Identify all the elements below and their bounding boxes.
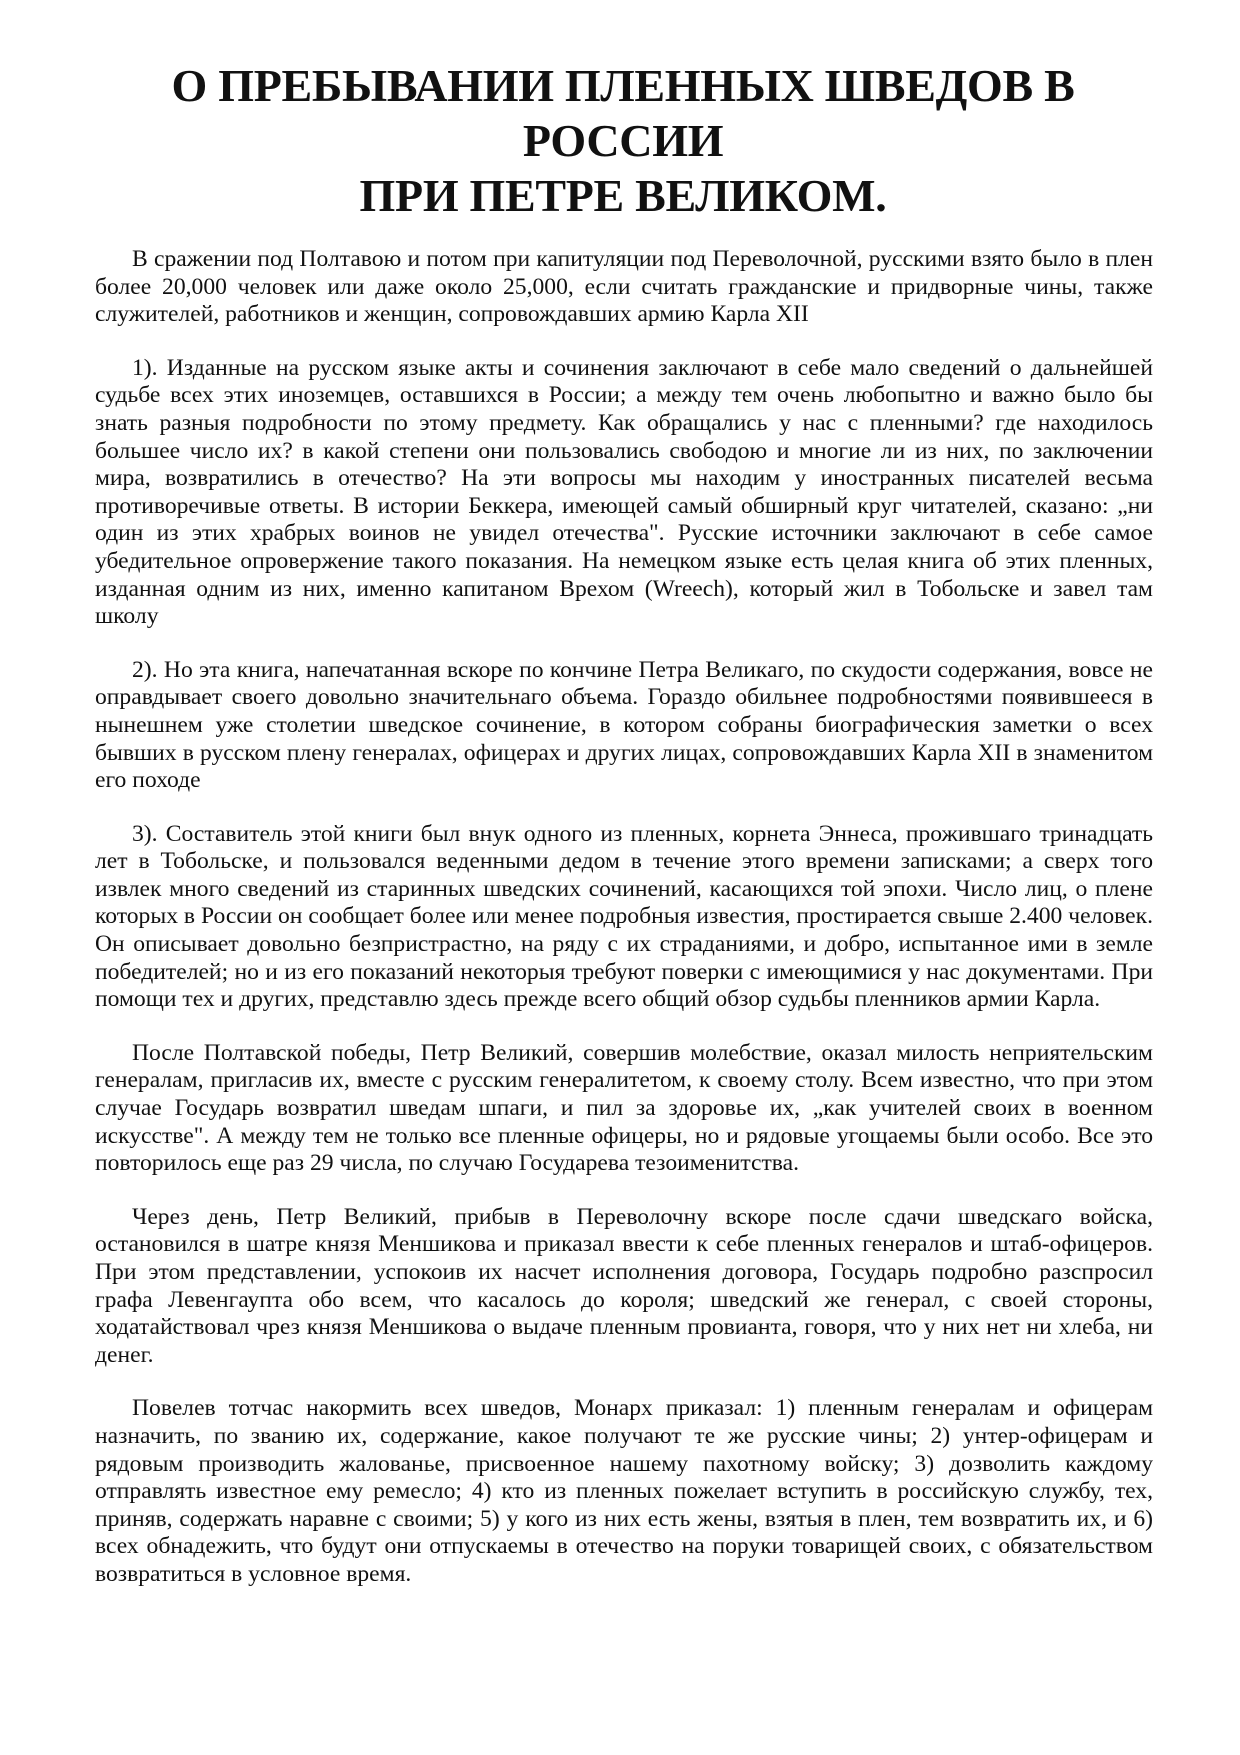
title-line: ПРИ ПЕТРЕ ВЕЛИКОМ.: [359, 170, 887, 221]
paragraph: 1). Изданные на русском языке акты и сочинения заключают в себе мало сведений о дальнейшей судьбе всех этих иноземцев, оставшихся в России; а между тем очень любопытно и важно было бы знать разныя подробности по этому предмету. Как обращались у нас с пленными? где находилось большее число их? в какой степени они пользовались свободою и многие ли из них, по заключении мира, возвратились в отечество? На эти вопросы мы находим у иностранных писателей весьма противоречивые ответы. В истории Беккера, имеющей самый обширный круг читателей, сказано: „ни один из этих храбрых воинов не увидел отечества". Русские источники заключают в себе самое убедительное опровержение такого показания. На немецком языке есть целая книга об этих пленных, изданная одним из них, именно капитаном Врехом (Wreech), который жил в Тобольске и завел там школу: [95, 354, 1153, 630]
title-line: О ПРЕБЫВАНИИ ПЛЕННЫХ ШВЕДОВ В РОССИИ: [171, 60, 1075, 166]
paragraph: Повелев тотчас накормить всех шведов, Монарх приказал: 1) пленным генералам и офицерам назначить, по званию их, содержание, какое получают те же русские чины; 2) унтер-офицерам и рядовым производить жалованье, присвоенное нашему пахотному войску; 3) дозволить каждому отправлять известное ему ремесло; 4) кто из пленных пожелает вступить в российскую службу, тех, приняв, содержать наравне с своими; 5) у кого из них есть жены, взятыя в плен, тем возвратить их, и 6) всех обнадежить, что будут они отпускаемы в отечество на поруки товарищей своих, с обязательством возвратиться в условное время.: [95, 1395, 1153, 1587]
paragraph: После Полтавской победы, Петр Великий, совершив молебствие, оказал милость неприятельским генералам, пригласив их, вместе с русским генералитетом, к своему столу. Всем известно, что при этом случае Государь возвратил шведам шпаги, и пил за здоровье их, „как учителей своих в военном искусстве". А между тем не только все пленные офицеры, но и рядовые угощаемы были особо. Все это повторилось еще раз 29 числа, по случаю Государева тезоименитства.: [95, 1039, 1153, 1177]
document-body: [93, 246, 1153, 1589]
document-page: [93, 58, 1153, 1615]
document-title: [93, 58, 1153, 223]
paragraph: В сражении под Полтавою и потом при капитуляции под Переволочной, русскими взято было в плен более 20,000 человек или даже около 25,000, если считать гражданские и придворные чины, также служителей, работников и женщин, сопровождавших армию Карла XII: [95, 246, 1153, 328]
paragraph: 2). Но эта книга, напечатанная вскоре по кончине Петра Великаго, по скудости содержания, вовсе не оправдывает своего довольно значительнаго объема. Гораздо обильнее подробностями появившееся в нынешнем уже столетии шведское сочинение, в котором собраны биографическия заметки о всех бывших в русском плену генералах, офицерах и других лицах, сопровождавших Карла XII в знаменитом его походе: [95, 656, 1153, 794]
paragraph: Через день, Петр Великий, прибыв в Переволочну вскоре после сдачи шведскаго войска, остановился в шатре князя Меншикова и приказал ввести к себе пленных генералов и штаб-офицеров. При этом представлении, успокоив их насчет исполнения договора, Государь подробно разспросил графа Левенгаупта обо всем, что касалось до короля; шведский же генерал, с своей стороны, ходатайствовал чрез князя Меншикова о выдаче пленным провианта, говоря, что у них нет ни хлеба, ни денег.: [95, 1203, 1153, 1368]
paragraph: 3). Составитель этой книги был внук одного из пленных, корнета Эннеса, прожившаго тринадцать лет в Тобольске, и пользовался веденными дедом в течение этого времени записками; а сверх того извлек много сведений из старинных шведских сочинений, касающихся той эпохи. Число лиц, о плене которых в России он сообщает более или менее подробныя известия, простирается свыше 2.400 человек. Он описывает довольно безпристрастно, на ряду с их страданиями, и добро, испытанное ими в земле победителей; но и из его показаний некоторыя требуют поверки с имеющимися у нас документами. При помощи тех и других, представлю здесь прежде всего общий обзор судьбы пленников армии Карла.: [95, 820, 1153, 1013]
